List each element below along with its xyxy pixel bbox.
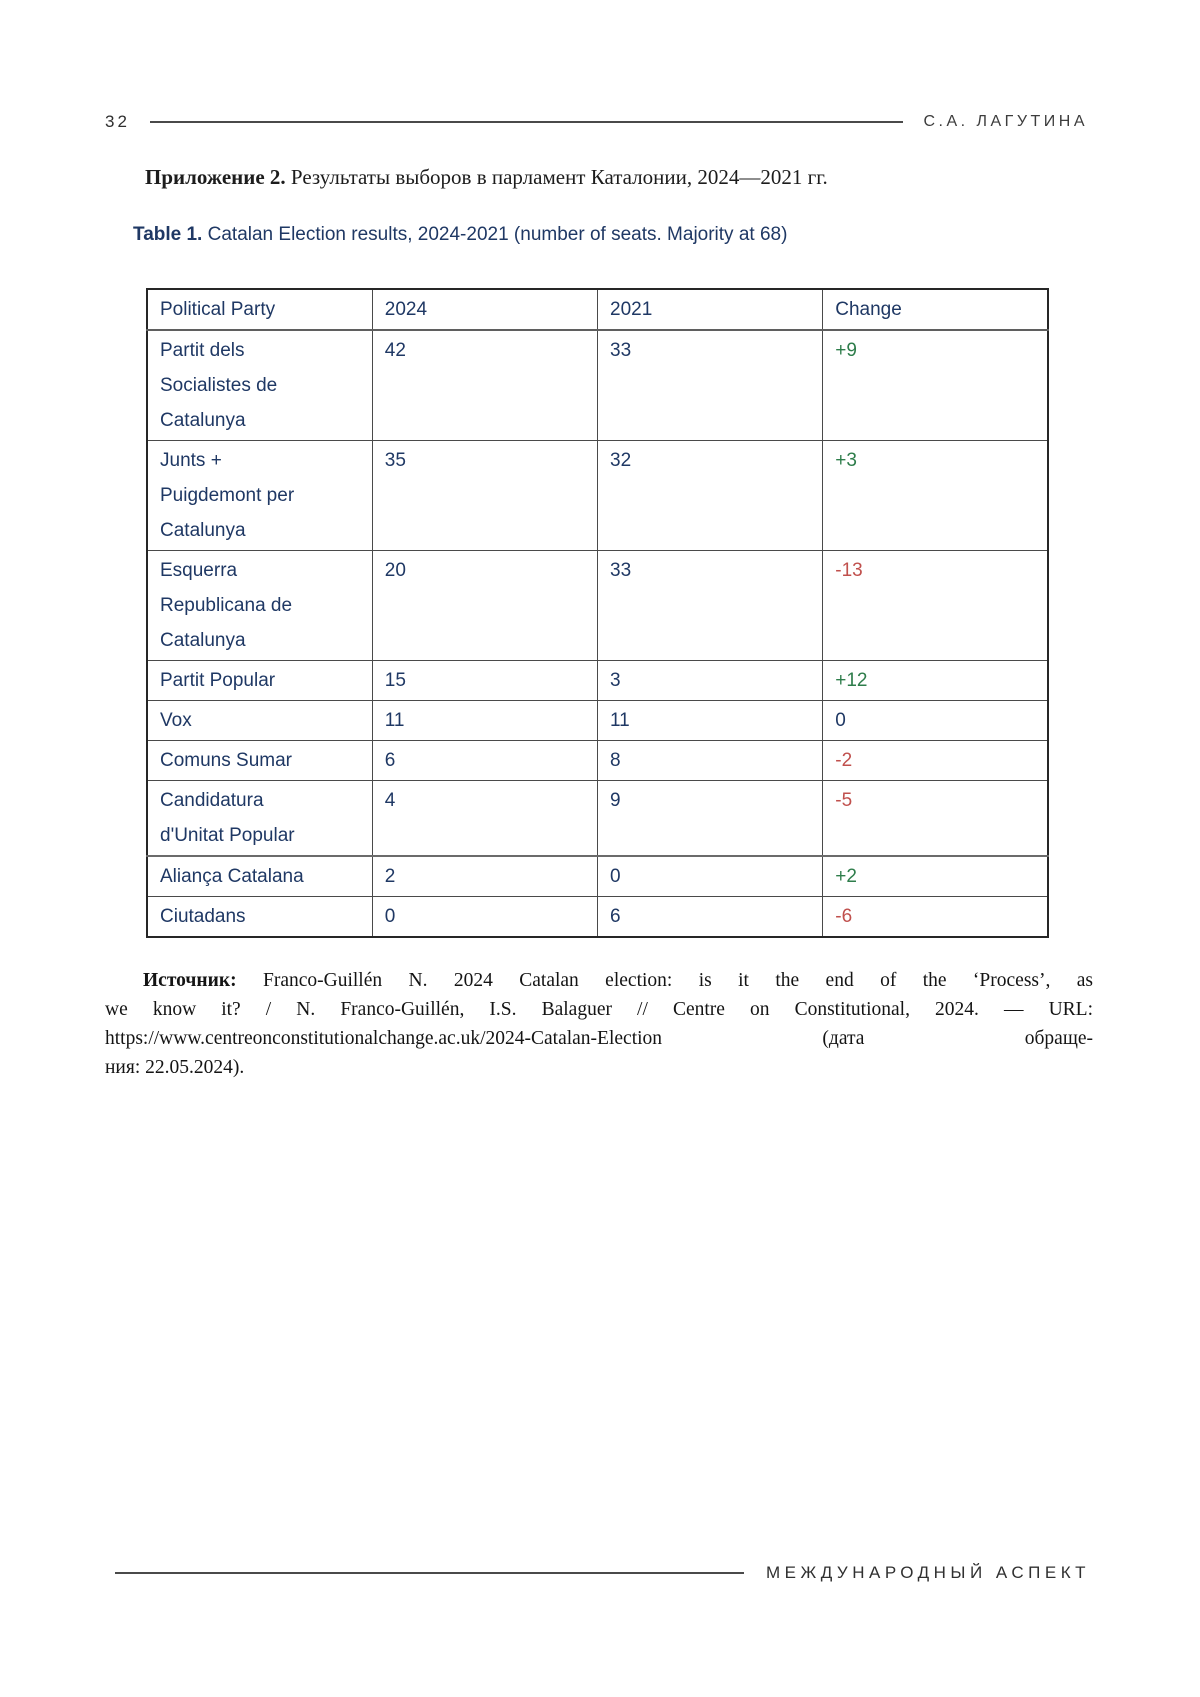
seats-2024-cell: 15 bbox=[372, 661, 597, 701]
change-cell: -13 bbox=[823, 551, 1048, 661]
seats-2024-cell: 2 bbox=[372, 856, 597, 897]
party-cell: Ciutadans bbox=[147, 897, 372, 938]
source-line: Источник: Franco-Guillén N. 2024 Catalan election: is it the end of the ‘Process’, as bbox=[143, 970, 1093, 991]
change-cell: -2 bbox=[823, 741, 1048, 781]
column-header-party: Political Party bbox=[147, 289, 372, 330]
source-line: we know it? / N. Franco-Guillén, I.S. Balaguer // Centre on Constitutional, 2024. — URL: bbox=[105, 999, 1093, 1020]
column-header-2024: 2024 bbox=[372, 289, 597, 330]
source-line: https://www.centreonconstitutionalchange.ac.uk/2024-Catalan-Election (дата обраще- bbox=[105, 1028, 1093, 1049]
party-cell: Partit Popular bbox=[147, 661, 372, 701]
author-name: С.А. ЛАГУТИНА bbox=[923, 113, 1088, 130]
footer-rule bbox=[115, 1572, 744, 1574]
change-cell: +12 bbox=[823, 661, 1048, 701]
party-cell: Comuns Sumar bbox=[147, 741, 372, 781]
seats-2024-cell: 0 bbox=[372, 897, 597, 938]
running-footer bbox=[115, 1556, 1090, 1590]
party-cell: Junts + Puigdemont per Catalunya bbox=[147, 441, 372, 551]
seats-2021-cell: 32 bbox=[598, 441, 823, 551]
table-row bbox=[147, 856, 1048, 897]
change-cell: +2 bbox=[823, 856, 1048, 897]
change-cell: 0 bbox=[823, 701, 1048, 741]
change-cell: +9 bbox=[823, 330, 1048, 441]
header-rule bbox=[150, 121, 904, 123]
seats-2021-cell: 33 bbox=[598, 330, 823, 441]
seats-2021-cell: 0 bbox=[598, 856, 823, 897]
seats-2021-cell: 11 bbox=[598, 701, 823, 741]
table-row bbox=[147, 781, 1048, 857]
seats-2021-cell: 3 bbox=[598, 661, 823, 701]
seats-2024-cell: 6 bbox=[372, 741, 597, 781]
table-row bbox=[147, 897, 1048, 938]
table-header-row bbox=[147, 289, 1048, 330]
table-row bbox=[147, 661, 1048, 701]
seats-2024-cell: 4 bbox=[372, 781, 597, 857]
table-caption-text: Catalan Election results, 2024-2021 (number of seats. Majority at 68) bbox=[202, 224, 788, 245]
table-caption-label: Table 1. bbox=[133, 224, 203, 245]
table-row bbox=[147, 441, 1048, 551]
election-table-body bbox=[147, 330, 1048, 937]
party-cell: Candidatura d'Unitat Popular bbox=[147, 781, 372, 857]
change-cell: +3 bbox=[823, 441, 1048, 551]
change-cell: -6 bbox=[823, 897, 1048, 938]
appendix-title-text: Результаты выборов в парламент Каталонии, 2024—2021 гг. bbox=[285, 165, 828, 189]
change-cell: -5 bbox=[823, 781, 1048, 857]
table-row bbox=[147, 551, 1048, 661]
seats-2024-cell: 20 bbox=[372, 551, 597, 661]
table-caption bbox=[133, 224, 787, 246]
election-results-table bbox=[146, 288, 1049, 938]
seats-2024-cell: 35 bbox=[372, 441, 597, 551]
party-cell: Aliança Catalana bbox=[147, 856, 372, 897]
seats-2024-cell: 42 bbox=[372, 330, 597, 441]
page-number: 32 bbox=[105, 112, 130, 131]
seats-2021-cell: 8 bbox=[598, 741, 823, 781]
party-cell: Esquerra Republicana de Catalunya bbox=[147, 551, 372, 661]
seats-2021-cell: 33 bbox=[598, 551, 823, 661]
seats-2021-cell: 6 bbox=[598, 897, 823, 938]
table-row bbox=[147, 701, 1048, 741]
party-cell: Vox bbox=[147, 701, 372, 741]
appendix-title bbox=[145, 162, 828, 192]
journal-section-title: МЕЖДУНАРОДНЫЙ АСПЕКТ bbox=[766, 1563, 1090, 1582]
source-paragraph bbox=[105, 966, 1093, 1082]
seats-2021-cell: 9 bbox=[598, 781, 823, 857]
column-header-change: Change bbox=[823, 289, 1048, 330]
source-line: ния: 22.05.2024). bbox=[105, 1057, 245, 1078]
source-label: Источник: bbox=[143, 970, 237, 991]
running-header bbox=[105, 105, 1088, 139]
seats-2024-cell: 11 bbox=[372, 701, 597, 741]
table-row bbox=[147, 741, 1048, 781]
party-cell: Partit dels Socialistes de Catalunya bbox=[147, 330, 372, 441]
table-row bbox=[147, 330, 1048, 441]
column-header-2021: 2021 bbox=[598, 289, 823, 330]
appendix-label: Приложение 2. bbox=[145, 165, 286, 189]
